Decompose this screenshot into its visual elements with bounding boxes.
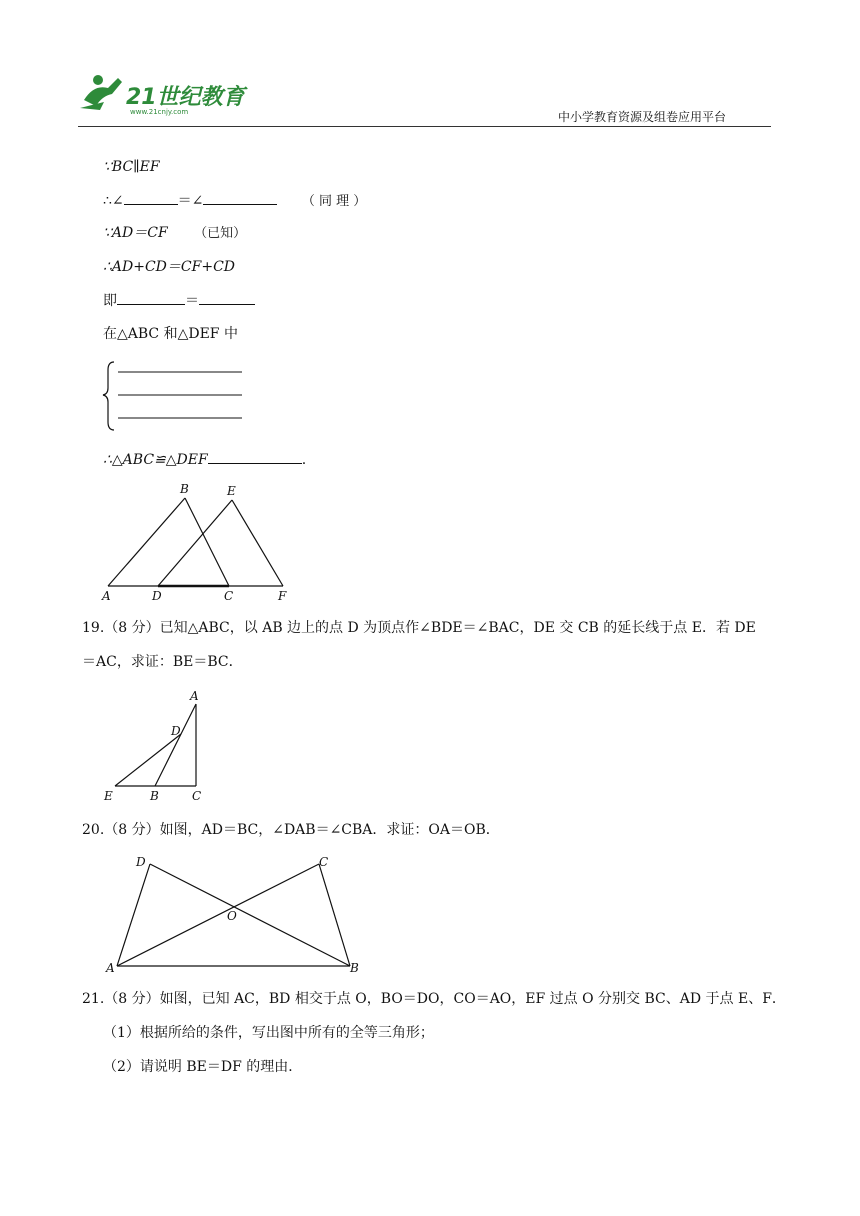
proof-line-7-text: ∴△ABC≌△DEF: [103, 452, 208, 468]
blank-segment-2[interactable]: [199, 290, 255, 305]
fig18-label-d: D: [152, 589, 162, 603]
fig18-label-e: E: [227, 484, 236, 498]
fig20-label-b: B: [350, 961, 359, 975]
fig19-side-ed: [115, 734, 181, 786]
blank-reason[interactable]: [208, 449, 302, 464]
fig20-diagonal-ac: [117, 864, 319, 966]
fig18-side-ab: [108, 498, 185, 586]
fig20-side-ad: [117, 864, 150, 966]
fig18-label-b: B: [180, 482, 189, 496]
proof-line-2-note: （ 同 理 ）: [301, 194, 367, 209]
fig18-side-ef: [232, 500, 283, 586]
fig19-label-a: A: [190, 689, 199, 703]
header-divider: [78, 126, 771, 127]
logo-subtext: www.21cnjy.com: [130, 108, 189, 116]
fig20-label-o: O: [227, 909, 237, 923]
q19-line-1: 19.（8 分）已知△ABC，以 AB 边上的点 D 为顶点作∠BDE＝∠BAC，DE 交 CB 的延长线于点 E．若 DE: [82, 620, 756, 636]
q21-part-1: （1）根据所给的条件，写出图中所有的全等三角形；: [103, 1025, 434, 1041]
q20-line-1: 20.（8 分）如图，AD＝BC，∠DAB＝∠CBA．求证：OA＝OB．: [82, 822, 500, 838]
blank-angle-1[interactable]: [124, 190, 178, 205]
fig20-label-d: D: [136, 855, 146, 869]
proof-line-6: 在△ABC 和△DEF 中: [103, 326, 238, 342]
fig19-label-b: B: [150, 789, 159, 803]
platform-name: 中小学教育资源及组卷应用平台: [558, 110, 727, 124]
fig20-label-c: C: [319, 855, 329, 869]
fig18-label-c: C: [224, 589, 234, 603]
proof-line-2: [103, 190, 366, 212]
fig18-label-f: F: [278, 589, 287, 603]
figure-q20: [100, 850, 370, 976]
proof-line-5-prefix: 即: [103, 293, 117, 309]
fig18-label-a: A: [102, 589, 111, 603]
proof-line-5: [103, 290, 255, 311]
q21-line-1: 21.（8 分）如图，已知 AC，BD 相交于点 O，BO＝DO，CO＝AO，EF 过点 O 分别交 BC、AD 于点 E、F．: [82, 991, 786, 1007]
q19-line-2: ＝AC，求证：BE＝BC．: [82, 654, 243, 670]
fig19-side-ab: [155, 704, 196, 786]
proof-line-3-note: （已知）: [194, 226, 247, 241]
proof-line-4: ∴AD+CD＝CF+CD: [103, 259, 236, 275]
fig18-side-de: [158, 500, 232, 586]
q21-part-2: （2）请说明 BE＝DF 的理由．: [103, 1059, 303, 1075]
blank-segment-1[interactable]: [117, 290, 185, 305]
site-logo: [78, 70, 258, 120]
fig20-side-bc: [319, 864, 350, 966]
fig19-label-e: E: [104, 789, 113, 803]
figure-q18: [98, 478, 298, 604]
condition-brace: [100, 358, 250, 438]
logo-graphic: [78, 70, 258, 120]
fig20-diagonal-bd: [150, 864, 350, 966]
proof-line-7: [103, 449, 306, 470]
proof-line-3: [103, 223, 246, 244]
proof-line-2-prefix: ∴∠: [103, 193, 124, 209]
fig19-label-c: C: [192, 789, 202, 803]
brace-icon: [103, 362, 114, 430]
fig19-label-d: D: [171, 724, 181, 738]
proof-line-3-text: ∵AD＝CF: [103, 225, 168, 241]
proof-line-2-eq: ＝∠: [177, 193, 204, 209]
proof-line-1: ∵BC∥EF: [103, 159, 160, 175]
fig20-label-a: A: [106, 961, 115, 975]
proof-line-5-eq: ＝: [185, 293, 199, 309]
proof-line-7-end: .: [301, 452, 307, 468]
logo-text: 21世纪教育: [126, 85, 245, 110]
figure-q19: [100, 684, 220, 806]
blank-angle-2[interactable]: [203, 190, 277, 205]
